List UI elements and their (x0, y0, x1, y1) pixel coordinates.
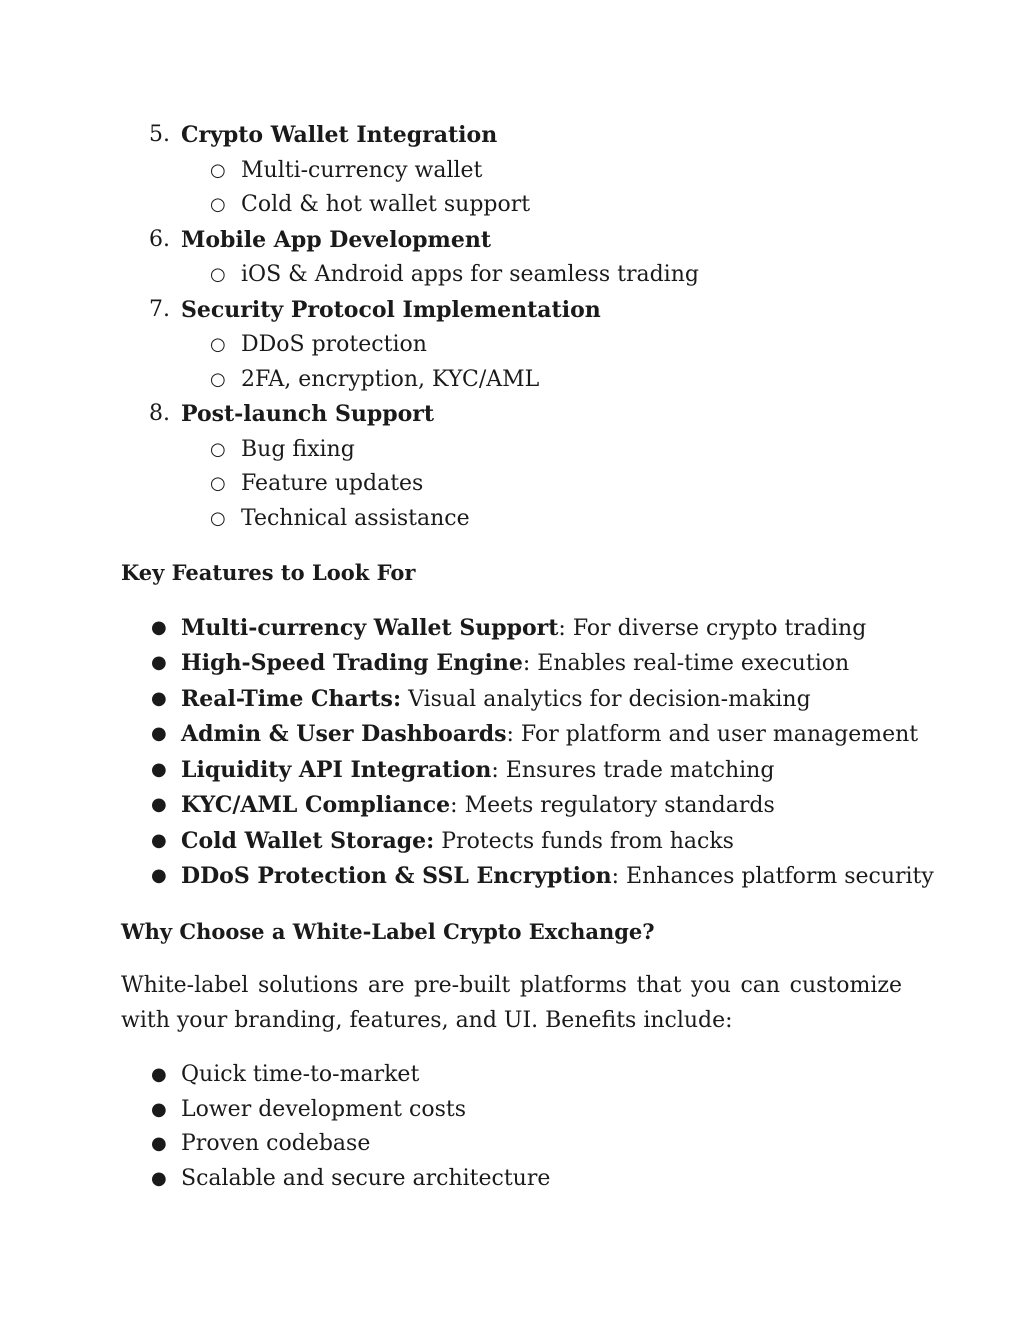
feature-separator: : (450, 793, 458, 818)
numbered-item-title: Mobile App Development (181, 226, 491, 253)
feature-separator: : (506, 722, 514, 747)
sub-item-text: 2FA, encryption, KYC/AML (241, 366, 540, 392)
numbered-item-title: Crypto Wallet Integration (181, 122, 498, 148)
feature-description: Enhances platform security (619, 864, 934, 889)
feature-description: For platform and user management (513, 722, 919, 747)
feature-description: Enables real-time execution (530, 651, 850, 676)
bullet-icon: ● (151, 829, 167, 851)
feature-separator: : (611, 864, 620, 889)
bullet-icon: ● (151, 1133, 167, 1154)
feature-separator: : (522, 651, 531, 676)
list-number: 6. (149, 226, 170, 252)
hollow-bullet-icon: ○ (210, 159, 226, 181)
list-number: 5. (149, 122, 170, 147)
sub-item (121, 258, 902, 293)
list-item (121, 1058, 902, 1093)
benefits-list (121, 1058, 902, 1196)
hollow-bullet-icon: ○ (210, 438, 226, 460)
key-features-heading: Key Features to Look For (121, 560, 416, 585)
feature-name: Liquidity API Integration (181, 756, 492, 783)
hollow-bullet-icon: ○ (210, 264, 226, 285)
feature-description: Protects funds from hacks (434, 828, 734, 854)
list-item (121, 824, 902, 860)
sub-item-text: iOS & Android apps for seamless trading (241, 262, 699, 287)
numbered-item (121, 223, 902, 259)
list-item (121, 859, 934, 895)
sub-item (121, 328, 902, 363)
numbered-item (121, 293, 902, 329)
sub-item (121, 363, 902, 398)
feature-name: Cold Wallet Storage: (181, 827, 435, 854)
key-features-list (121, 611, 934, 895)
bullet-icon: ● (151, 616, 167, 638)
feature-description: Ensures trade matching (498, 757, 775, 783)
benefit-text: Proven codebase (181, 1131, 371, 1156)
list-item (121, 1093, 902, 1128)
numbered-item (121, 118, 902, 154)
list-number: 8. (149, 401, 170, 426)
feature-name: High-Speed Trading Engine (181, 650, 523, 676)
benefit-text: Lower development costs (181, 1096, 467, 1122)
list-item (121, 788, 902, 824)
hollow-bullet-icon: ○ (210, 507, 226, 529)
benefit-text: Quick time-to-market (181, 1062, 420, 1087)
document-page (121, 118, 934, 1196)
list-item (121, 1127, 902, 1162)
list-item (121, 753, 902, 789)
bullet-icon: ● (151, 1098, 167, 1120)
list-item (121, 1162, 902, 1197)
bullet-icon: ● (151, 1064, 167, 1085)
list-item (121, 646, 902, 682)
sub-item (121, 433, 902, 468)
numbered-item (121, 397, 902, 433)
white-label-paragraph: White-label solutions are pre-built platforms that you can customize with your branding, features, and UI. Benefits include: (121, 973, 902, 1033)
numbered-item-title: Post-launch Support (181, 401, 435, 427)
feature-name: Real-Time Charts: (181, 685, 402, 712)
bullet-icon: ● (151, 723, 167, 744)
bullet-icon: ● (151, 1167, 167, 1189)
feature-description: For diverse crypto trading (565, 615, 867, 641)
bullet-icon: ● (151, 865, 167, 886)
feature-name: Multi-currency Wallet Support (181, 614, 559, 641)
white-label-heading: Why Choose a White-Label Crypto Exchange? (121, 918, 655, 944)
feature-description: Visual analytics for decision-making (401, 686, 811, 712)
sub-item (121, 502, 902, 537)
sub-item-text: Feature updates (241, 471, 424, 496)
sub-item-text: Technical assistance (241, 505, 470, 531)
numbered-list (121, 118, 902, 536)
list-number: 7. (149, 296, 170, 322)
list-item (121, 611, 902, 647)
sub-item-text: DDoS protection (241, 332, 427, 357)
list-item (121, 682, 902, 718)
feature-separator: : (558, 615, 566, 641)
hollow-bullet-icon: ○ (210, 368, 226, 390)
bullet-icon: ● (151, 687, 167, 709)
bullet-icon: ● (151, 794, 167, 815)
numbered-item-title: Security Protocol Implementation (181, 296, 601, 323)
sub-item (121, 154, 902, 189)
feature-name: Admin & User Dashboards (181, 721, 507, 747)
bullet-icon: ● (151, 758, 167, 780)
feature-description: Meets regulatory standards (457, 793, 775, 818)
sub-item-text: Cold & hot wallet support (241, 192, 531, 217)
feature-separator: : (491, 757, 499, 783)
hollow-bullet-icon: ○ (210, 194, 226, 215)
sub-item-text: Multi-currency wallet (241, 157, 483, 183)
sub-item (121, 188, 902, 223)
hollow-bullet-icon: ○ (210, 334, 226, 355)
sub-item-text: Bug fixing (241, 436, 355, 462)
sub-item (121, 467, 902, 502)
benefit-text: Scalable and secure architecture (181, 1165, 551, 1191)
feature-name: DDoS Protection & SSL Encryption (181, 863, 612, 889)
hollow-bullet-icon: ○ (210, 473, 226, 494)
list-item (121, 717, 919, 753)
bullet-icon: ● (151, 652, 167, 673)
feature-name: KYC/AML Compliance (181, 792, 451, 818)
